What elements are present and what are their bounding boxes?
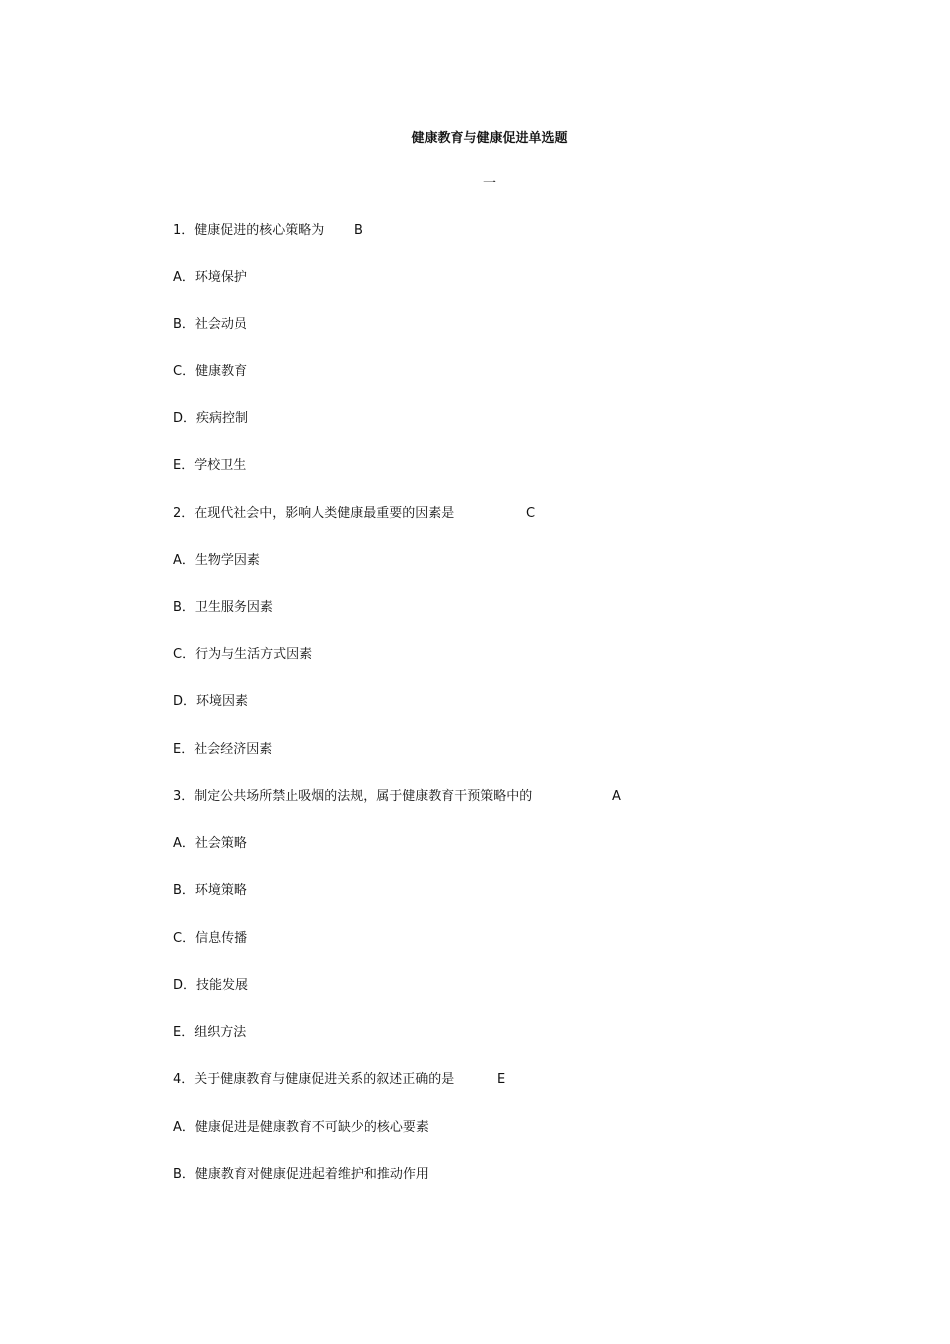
- option: E．社会经济因素: [173, 742, 273, 757]
- document-title: 健康教育与健康促进单选题: [411, 131, 568, 146]
- option: B．环境策略: [173, 883, 247, 898]
- option: C．信息传播: [173, 931, 248, 946]
- option: A．社会策略: [173, 836, 247, 851]
- question-answer: A: [612, 789, 621, 804]
- question-4: [173, 1070, 533, 1090]
- question-text: 关于健康教育与健康促进关系的叙述正确的是: [194, 1072, 455, 1087]
- option: E．学校卫生: [173, 458, 247, 473]
- option: B．卫生服务因素: [173, 600, 273, 615]
- question-text: 制定公共场所禁止吸烟的法规，属于健康教育干预策略中的: [194, 789, 533, 804]
- option: D．环境因素: [173, 694, 249, 709]
- question-text: 健康促进的核心策略为: [194, 223, 325, 238]
- question-3: [173, 787, 653, 807]
- question-number: 3．: [173, 789, 195, 804]
- option: E．组织方法: [173, 1025, 247, 1040]
- question-answer: E: [497, 1072, 506, 1087]
- option: C．健康教育: [173, 364, 248, 379]
- option: D．技能发展: [173, 978, 249, 993]
- option: A．环境保护: [173, 270, 247, 285]
- option: B．社会动员: [173, 317, 247, 332]
- question-number: 4．: [173, 1072, 195, 1087]
- option: B．健康教育对健康促进起着维护和推动作用: [173, 1167, 429, 1182]
- question-2: [173, 504, 573, 524]
- option: A．生物学因素: [173, 553, 260, 568]
- question-1: [173, 221, 433, 241]
- question-answer: B: [354, 223, 363, 238]
- question-text: 在现代社会中，影响人类健康最重要的因素是: [194, 506, 455, 521]
- question-answer: C: [526, 506, 536, 521]
- section-number: 一: [482, 176, 496, 191]
- question-number: 2．: [173, 506, 195, 521]
- option: C．行为与生活方式因素: [173, 647, 313, 662]
- option: D．疾病控制: [173, 411, 249, 426]
- question-number: 1．: [173, 223, 195, 238]
- option: A．健康促进是健康教育不可缺少的核心要素: [173, 1120, 429, 1135]
